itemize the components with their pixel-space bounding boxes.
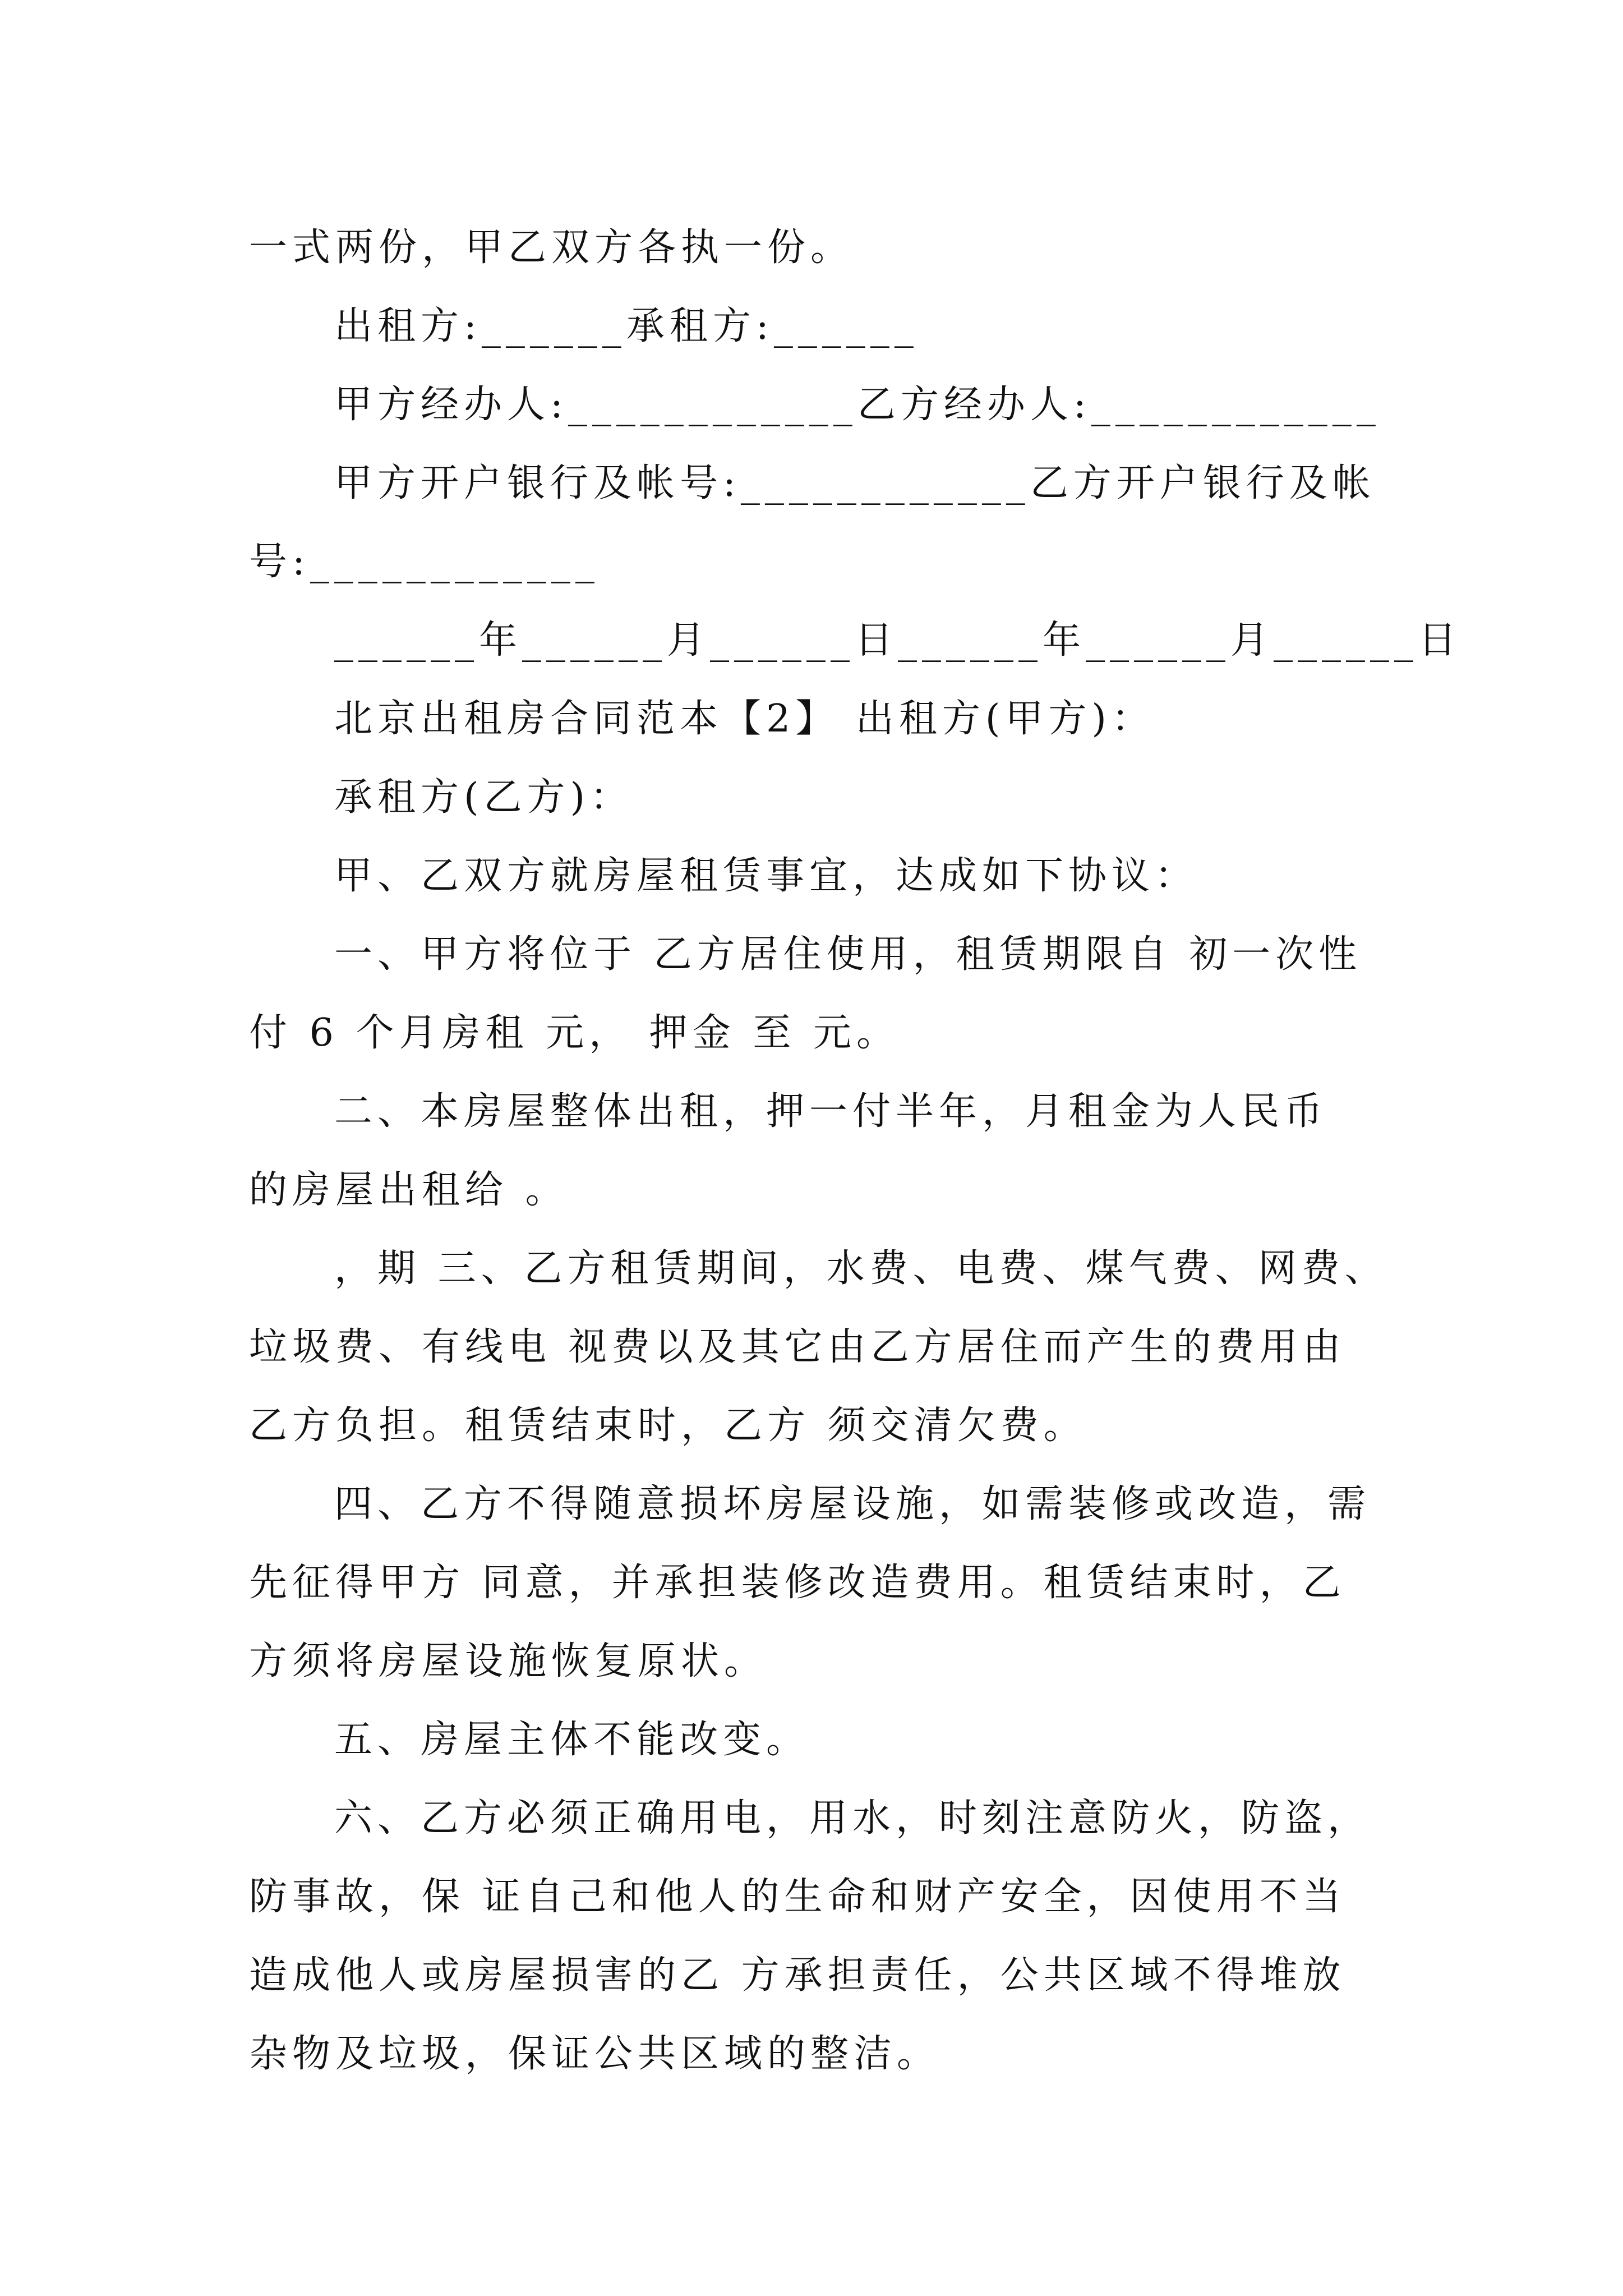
text-line: 的房屋出租给 。 [249, 1168, 569, 1212]
text-line: 甲、乙双方就房屋租赁事宜，达成如下协议： [334, 854, 1198, 898]
text-line: 六、乙方必须正确用电，用水，时刻注意防火，防盗， [334, 1796, 1371, 1841]
text-line: 造成他人或房屋损害的乙 方承担责任，公共区域不得堆放 [249, 1953, 1346, 1998]
text-line: ，期 三、乙方租赁期间，水费、电费、煤气费、网费、 [334, 1246, 1388, 1291]
text-line: 乙方负担。租赁结束时，乙方 须交清欠费。 [249, 1404, 1087, 1448]
text-line: 一、甲方将位于 乙方居住使用，租赁期限自 初一次性 [334, 932, 1362, 977]
text-line: 防事故，保 证自己和他人的生命和财产安全，因使用不当 [249, 1875, 1346, 1919]
text-line: 付 6 个月房租 元， 押金 至 元。 [249, 1011, 900, 1055]
text-line: 出租方:______承租方:______ [334, 304, 919, 348]
contract-body [249, 209, 1462, 2093]
date-line: ______年______月______日______年______月______日 [334, 618, 1462, 662]
text-line: 二、本房屋整体出租，押一付半年，月租金为人民币 [334, 1089, 1328, 1134]
text-line: 杂物及垃圾，保证公共区域的整洁。 [249, 2032, 940, 2076]
text-line: 四、乙方不得随意损坏房屋设施，如需装修或改造，需 [334, 1482, 1371, 1526]
text-line: 承租方(乙方)： [334, 775, 634, 820]
text-line: 五、房屋主体不能改变。 [334, 1718, 810, 1762]
text-line: 甲方经办人:____________乙方经办人:____________ [334, 383, 1381, 427]
text-line: 先征得甲方 同意，并承担装修改造费用。租赁结束时，乙 [249, 1561, 1346, 1605]
text-line: 方须将房屋设施恢复原状。 [249, 1639, 768, 1683]
text-line: 号:____________ [249, 540, 600, 584]
text-line: 一式两份，甲乙双方各执一份。 [249, 226, 854, 270]
text-line: 甲方开户银行及帐号:____________乙方开户银行及帐 [334, 461, 1376, 505]
text-line: 垃圾费、有线电 视费以及其它由乙方居住而产生的费用由 [249, 1325, 1346, 1369]
section-heading: 北京出租房合同范本【2】 出租方(甲方)： [334, 697, 1155, 741]
